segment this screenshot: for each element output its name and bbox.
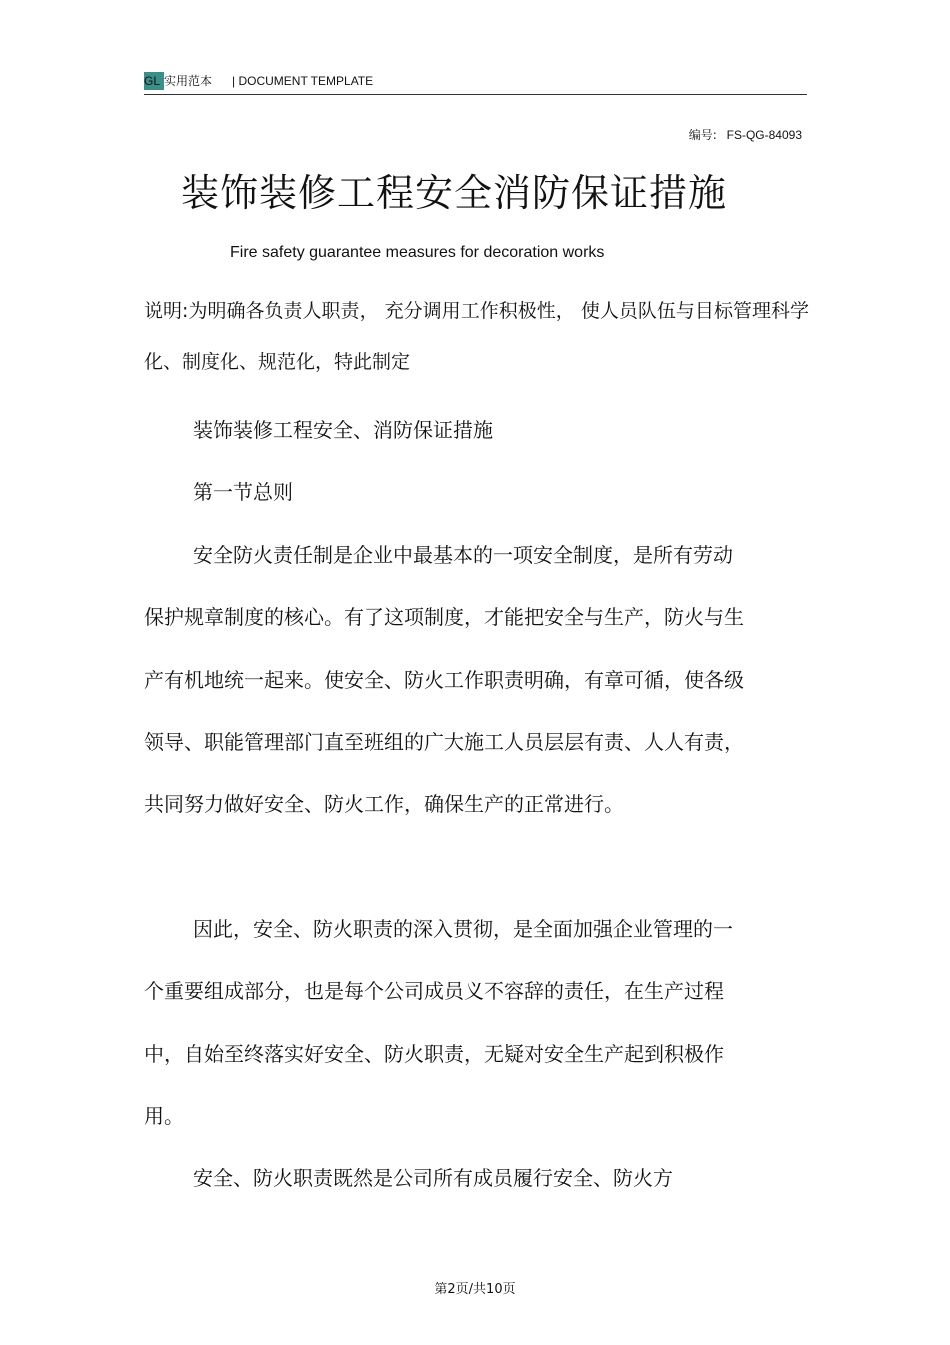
document-header (144, 70, 807, 95)
document-number-label: 编号: (688, 128, 717, 142)
chapter-heading: 第一节总则 (193, 480, 293, 504)
document-subtitle: Fire safety guarantee measures for decoration works (230, 244, 605, 261)
brand-name-cn: 实用范本 (164, 74, 213, 88)
document-title: 装饰装修工程安全消防保证措施 (180, 171, 727, 215)
body-paragraph-1: 安全防火责任制是企业中最基本的一项安全制度，是所有劳动保护规章制度的核心。有了这项制度，才能把安全与生产，防火与生产有机地统一起来。使安全、防火工作职责明确，有章可循，使各级领导、职能管理部门直至班组的广大施工人员层层有责、人人有责，共同努力做好安全、防火工作，确保生产的正常进行。 (144, 543, 744, 817)
page-number: 第2页/共10页 (434, 1282, 516, 1297)
body-paragraph-2: 因此，安全、防火职责的深入贯彻，是全面加强企业管理的一个重要组成部分，也是每个公司成员义不容辞的责任，在生产过程中，自始至终落实好安全、防火职责，无疑对安全生产起到积极作用。 (144, 917, 733, 1128)
logo-badge: GL (144, 72, 164, 90)
section-heading: 装饰装修工程安全、消防保证措施 (193, 418, 493, 442)
body-paragraph-3: 安全、防火职责既然是公司所有成员履行安全、防火方 (193, 1166, 673, 1190)
document-intro: 说明:为明确各负责人职责， 充分调用工作积极性， 使人员队伍与目标管理科学化、制度化、规范化，特此制定 (144, 300, 809, 373)
brand-name-en: | DOCUMENT TEMPLATE (232, 74, 374, 88)
document-number (689, 126, 802, 143)
document-number-value: FS-QG-84093 (726, 128, 802, 142)
